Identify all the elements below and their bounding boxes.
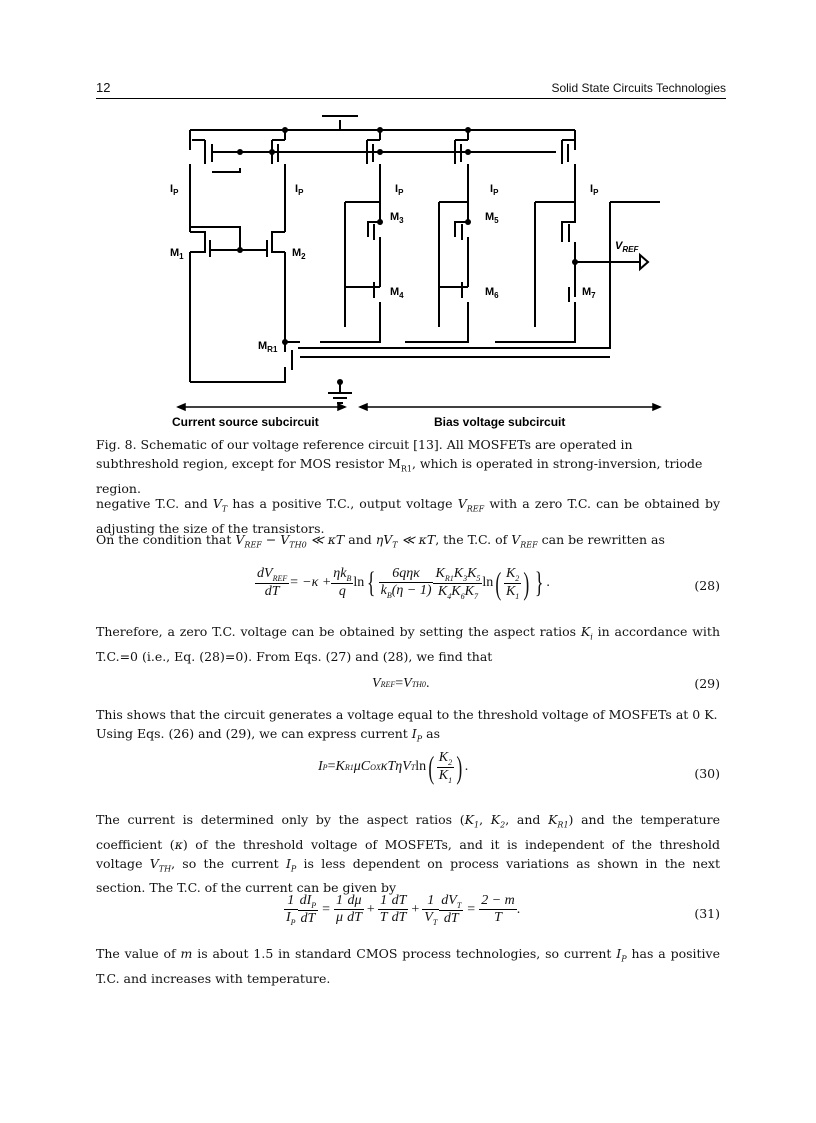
paragraph-3: Therefore, a zero T.C. voltage can be obtained by setting the aspect ratios $K_i$ in accordance with T.C.=0 (i.e., Eq. (28)=0). From Eqs. (27) and (28), we find that [96, 624, 721, 664]
ip-label-1: $I_P$ [170, 183, 179, 197]
m1-label: $M_1$ [170, 247, 184, 261]
ip-label-2: $I_P$ [295, 183, 304, 197]
m6-label: $M_6$ [485, 286, 499, 300]
equation-30: I P = K R1 μC OX κTηV T ln ( $\frac{K_2}{K_1}$ ) . [318, 749, 469, 786]
equation-31: $\frac{1}{I_P}$ $\frac{dI_P}{dT}$ = $\frac{1}{\mu}$ $\frac{d\mu}{dT}$ + $\frac{1}{T}$ $\frac{dT}{dT}$ + $\frac{1}{V_T}$ $\frac{dV_T}{dT}$ = $\frac{2 - m}{T}$ . [286, 893, 521, 927]
equation-29: V REF = V TH0 . [372, 676, 430, 691]
ip-label-3: $I_P$ [395, 183, 404, 197]
paragraph-6: The value of m is about 1.5 in standard CMOS process technologies, so current $I_P$ has a positive T.C. and increases with temperature. [96, 946, 720, 986]
figure-caption: Fig. 8. Schematic of our voltage reference circuit [13]. All MOSFETs are operated in subthreshold region, except for MOS resistor $M_{R1}$, which is operated in strong-inversion, triode region. [96, 437, 703, 496]
equation-number-30: (30) [694, 766, 720, 781]
ip-label-4: $I_P$ [490, 183, 499, 197]
m4-label: $M_4$ [390, 286, 404, 300]
equation-28: $\frac{dV_{REF}}{dT}$ = −κ + $\frac{\eta k_B}{q}$ ln { $\frac{\text{6qηκ}}{k_B(\eta - 1)}$ $\frac{K_{R1}K_3K_5}{K_4K_6K_7}$ ln ( $\frac{K_2}{K_1}$ ) } . [257, 565, 550, 602]
ip-label-5: $I_P$ [590, 183, 599, 197]
running-header: Solid State Circuits Technologies [551, 81, 726, 95]
m5-label: $M_5$ [485, 211, 499, 225]
equation-number-28: (28) [694, 578, 720, 593]
m7-label: $M_7$ [582, 286, 596, 300]
page-number: 12 [96, 80, 111, 95]
m3-label: $M_3$ [390, 211, 404, 225]
equation-number-29: (29) [694, 676, 720, 691]
bias-voltage-label: Bias voltage subcircuit [434, 415, 566, 429]
vdd-rail [190, 130, 575, 150]
vdd-terminal [322, 116, 358, 130]
paragraph-4: This shows that the circuit generates a voltage equal to the threshold voltage of MOSFETs at 0 K. Using Eqs. (26) and (29), we can express current $I_P$ as [96, 707, 718, 744]
current-source-label: Current source subcircuit [172, 415, 319, 429]
paragraph-1: negative T.C. and $V_T$ has a positive T.C., output voltage $V_{REF}$ with a zero T.C. can be obtained by adjusting the size of the transistors. [96, 496, 721, 536]
equation-number-31: (31) [694, 906, 720, 921]
vref-label: $V_{REF}$ [615, 240, 639, 254]
mr1-label: $M_{R1}$ [258, 340, 278, 354]
header-rule [96, 98, 726, 99]
m2-label: $M_2$ [292, 247, 306, 261]
paragraph-5: The current is determined only by the aspect ratios ($K_1$, $K_2$, and $K_{R1}$) and the temperature coefficient (κ) of the threshold voltage of MOSFETs, and it is independent of the threshold voltage $V_{TH}$, so the current $I_P$ is less dependent on process variations as shown in the next section. The T.C. of the current can be given by [96, 812, 721, 895]
paragraph-2: On the condition that $V_{REF} - V_{TH0}$ ≪ κT and $\eta V_T$ ≪ κT, the T.C. of $V_{REF}$ can be rewritten as [96, 532, 665, 550]
circuit-schematic [150, 112, 670, 434]
